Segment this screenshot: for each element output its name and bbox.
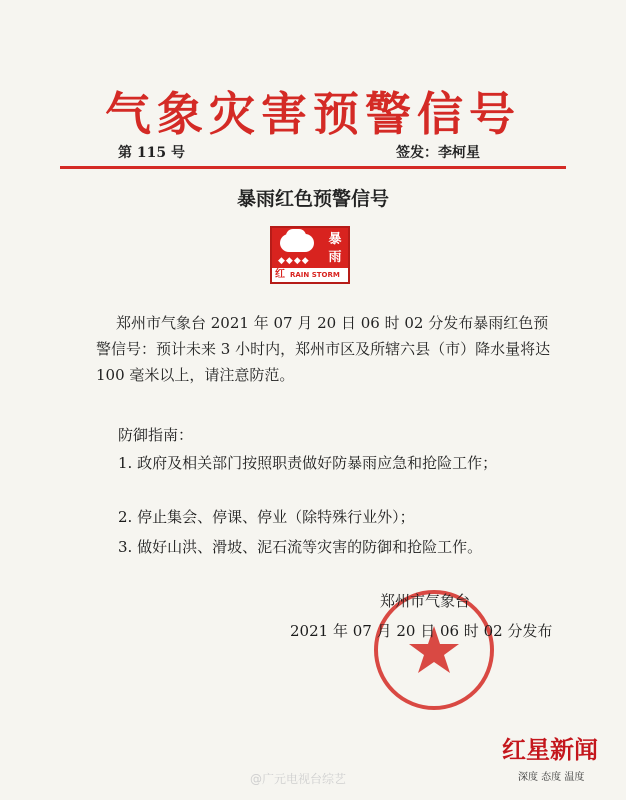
cloud-icon-base <box>280 234 314 252</box>
issuer-name: 郑州市气象台 <box>380 592 471 610</box>
document-number: 第 115 号 <box>118 145 185 161</box>
guide-heading: 防御指南： <box>118 426 194 444</box>
warning-side-text: 暴雨 <box>328 232 342 265</box>
warning-subtitle: 暴雨红色预警信号 <box>236 188 389 210</box>
brand-name: 红星新闻 <box>502 736 598 764</box>
guide-item: 1. 政府及相关部门按照职责做好防暴雨应急和抢险工作； <box>118 454 498 472</box>
document-title: 气象灾害预警信号 <box>105 87 521 141</box>
weibo-watermark: @广元电视台综艺 <box>250 772 347 786</box>
brand-tagline: 深度 态度 温度 <box>518 772 585 783</box>
guide-item: 3. 做好山洪、滑坡、泥石流等灾害的防御和抢险工作。 <box>118 538 483 556</box>
warning-english-text: RAIN STORM <box>290 271 340 279</box>
issue-date: 2021 年 07 月 20 日 06 时 02 分发布 <box>290 622 553 640</box>
guide-item: 2. 停止集会、停课、停业（除特殊行业外）； <box>118 508 415 526</box>
rainstorm-red-warning-icon <box>270 226 350 284</box>
document-signer: 签发：李柯星 <box>396 145 480 161</box>
header-divider <box>60 166 566 169</box>
warning-level-text: 红 <box>275 269 285 280</box>
warning-paragraph: 郑州市气象台 2021 年 07 月 20 日 06 时 02 分发布暴雨红色预警信号：预计未来 3 小时内，郑州市区及所辖六县（市）降水量将达 100 毫米以上，请注意防范。 <box>96 314 551 384</box>
brand-watermark <box>488 728 618 792</box>
warning-level-bar <box>272 268 348 282</box>
raindrops-icon: ◆◆◆◆ <box>278 256 310 266</box>
